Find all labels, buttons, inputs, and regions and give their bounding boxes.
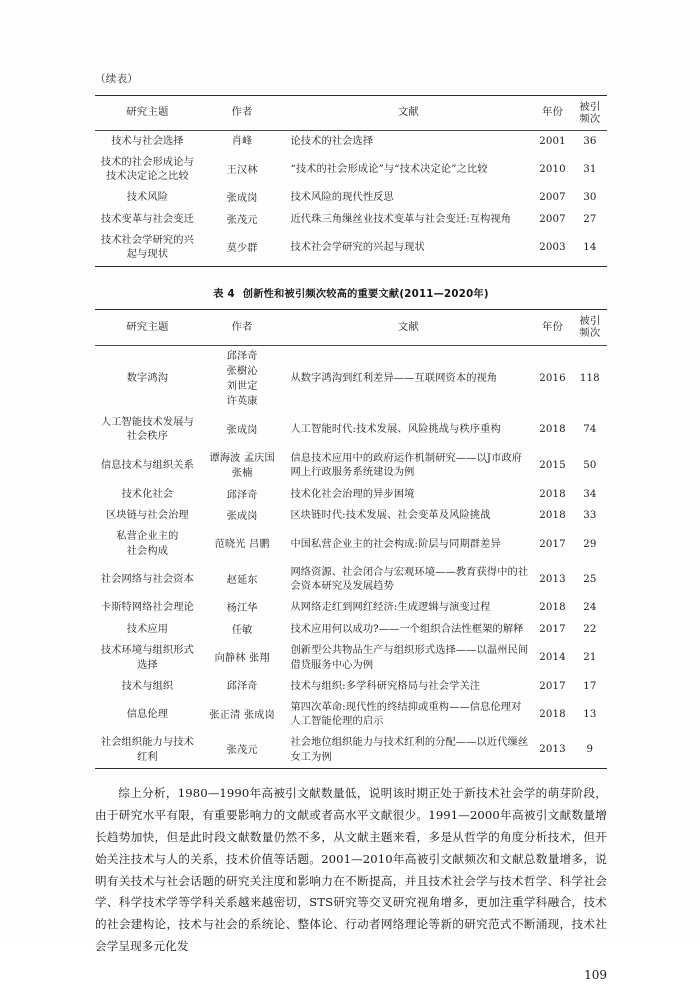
table-row [95, 412, 607, 447]
cell-topic: 技术变革与社会变迁 [100, 213, 194, 225]
author-name: 赵延东 [226, 574, 258, 586]
cell-author [200, 641, 285, 676]
table4-body [95, 310, 607, 769]
table-4 [95, 309, 607, 769]
cell-topic: 区块链与社会治理 [106, 510, 189, 522]
table4-caption [95, 285, 607, 300]
cell-author [200, 153, 285, 188]
table-row [95, 188, 607, 209]
table-row [95, 563, 607, 598]
cell-topic: 私营企业主的 社会构成 [116, 531, 179, 557]
cell-author [200, 527, 285, 562]
cell-topic: 技术与组织 [121, 680, 174, 692]
header-citations-line1: 被引 [579, 100, 601, 113]
author-name: 张樹沁 [226, 365, 258, 377]
cell-topic: 社会网络与社会资本 [100, 574, 194, 586]
cell-author [200, 563, 285, 598]
author-name: 任敏 [231, 624, 253, 636]
header-author: 作者 [200, 95, 285, 131]
cell-reference: 技术与组织:多学科研究格局与社会学关注 [290, 680, 481, 692]
cell-citations: 36 [583, 135, 597, 147]
cell-reference: 第四次革命:现代性的终结抑或重构——信息伦理对人工智能伦理的启示 [290, 701, 522, 728]
table-row [95, 131, 607, 153]
header-year: 年份 [532, 95, 572, 131]
author-name: 莫少群 [226, 242, 258, 254]
author-name: 张茂元 [226, 214, 258, 226]
cell-author [200, 209, 285, 230]
cell-topic: 技术环境与组织形式 选择 [100, 645, 194, 671]
cell-reference: 区块链时代:技术发展、社会变革及风险挑战 [290, 510, 491, 522]
cell-topic: 数字鸿沟 [126, 372, 169, 384]
table-row [95, 209, 607, 230]
author-name: 肖峰 [231, 136, 253, 148]
cell-reference: 技术风险的现代性反思 [290, 192, 394, 204]
author-name: 张成岗 [226, 424, 258, 436]
table-row [95, 676, 607, 697]
cell-reference: 论技术的社会选择 [290, 135, 374, 147]
author-name: 谭海波 孟庆国 [209, 452, 275, 464]
cell-reference: 社会地位组织能力与技术红利的分配——以近代缫丝女工为例 [290, 737, 529, 763]
cell-topic: 信息技术与组织关系 [100, 459, 194, 471]
header-citations-line2: 频次 [579, 112, 601, 125]
cell-citations: 17 [583, 680, 597, 692]
cell-reference: 近代珠三角缫丝业技术变革与社会变迁:互构视角 [290, 213, 512, 225]
header-citations [573, 95, 607, 131]
cell-year: 2013 [539, 744, 566, 756]
table-row [95, 231, 607, 266]
cell-year: 2017 [539, 538, 566, 550]
cell-reference: 从数字鸿沟到红利差异——互联网资本的视角 [290, 372, 498, 384]
author-name: 张正清 张成岗 [209, 709, 275, 721]
table-row [95, 527, 607, 562]
header-reference: 文献 [284, 310, 532, 346]
cell-author [200, 484, 285, 505]
continued-table-label: （续表） [95, 73, 139, 85]
author-name: 张成岗 [226, 510, 258, 522]
cell-year: 2018 [539, 602, 566, 614]
header-citations-line1: 被引 [579, 315, 601, 328]
cell-topic: 社会组织能力与技术 红利 [100, 737, 194, 763]
table-header-row [95, 95, 607, 131]
cell-citations: 22 [583, 623, 597, 635]
author-name: 邱泽奇 [226, 489, 258, 501]
cell-citations: 34 [583, 488, 597, 500]
author-name: 邱泽奇 [226, 681, 258, 693]
cell-year: 2013 [539, 574, 566, 586]
cell-reference: 技术社会学研究的兴起与现状 [290, 242, 425, 254]
cell-author [200, 698, 285, 733]
header-citations [573, 310, 607, 346]
cell-citations: 118 [579, 372, 600, 384]
cell-author [200, 188, 285, 209]
cell-topic: 技术应用 [126, 623, 169, 635]
cell-topic: 人工智能技术发展与 社会秩序 [100, 416, 194, 443]
header-reference: 文献 [284, 95, 532, 131]
cell-topic: 信息伦理 [126, 709, 169, 721]
cell-year: 2016 [539, 372, 566, 384]
table-row [95, 733, 607, 768]
cell-topic: 技术社会学研究的兴 起与现状 [100, 234, 194, 261]
folio-wrapper [95, 968, 607, 996]
cell-reference: 技术应用何以成功?——一个组织合法性框架的解释 [290, 623, 524, 635]
cell-topic: 技术化社会 [121, 488, 174, 500]
cell-reference: 中国私营企业主的社会构成:阶层与同期群差异 [290, 538, 501, 550]
cell-author [200, 345, 285, 412]
table4-header-row [95, 310, 607, 346]
table-row [95, 698, 607, 733]
cell-citations: 21 [583, 652, 597, 664]
cell-reference: 创新型公共物品生产与组织形式选择——以温州民间借贷服务中心为例 [290, 645, 529, 671]
author-name: 张茂元 [226, 745, 258, 757]
cell-citations: 13 [583, 709, 597, 721]
cell-reference: 信息技术应用中的政府运作机制研究——以J市政府网上行政服务系统建设为例 [290, 452, 523, 479]
cell-reference: “技术的社会形成论”与“技术决定论”之比较 [290, 163, 488, 175]
cell-topic: 技术的社会形成论与 技术决定论之比较 [100, 156, 194, 183]
table-row [95, 619, 607, 640]
cell-citations: 50 [583, 459, 597, 471]
table-row [95, 598, 607, 619]
cell-year: 2007 [539, 213, 566, 225]
header-author: 作者 [200, 310, 285, 346]
table-row [95, 641, 607, 676]
author-name: 许英康 [226, 396, 258, 408]
cell-year: 2014 [539, 652, 566, 664]
cell-citations: 25 [583, 574, 597, 586]
table-row [95, 345, 607, 412]
author-name: 邱泽奇 [226, 350, 258, 362]
cell-year: 2010 [539, 163, 566, 175]
table4-caption-number: 表 4 [213, 289, 235, 301]
cell-author [200, 448, 285, 485]
header-year: 年份 [532, 310, 572, 346]
cell-reference: 网络资源、社会闭合与宏观环境——教育获得中的社会资本研究及发展趋势 [290, 566, 529, 593]
cell-topic: 技术风险 [126, 192, 169, 204]
cell-citations: 14 [583, 242, 597, 254]
cell-reference: 技术化社会治理的异步困境 [290, 488, 415, 500]
cell-author [200, 676, 285, 697]
cell-reference: 从网络走红到网红经济:生成逻辑与演变过程 [290, 602, 491, 614]
continued-table-body [95, 95, 607, 267]
cell-citations: 27 [583, 213, 597, 225]
cell-author [200, 619, 285, 640]
cell-year: 2001 [539, 135, 566, 147]
page-number: 109 [584, 967, 607, 982]
cell-citations: 31 [583, 163, 597, 175]
cell-author [200, 131, 285, 153]
author-name: 张成岗 [226, 193, 258, 205]
table-row [95, 153, 607, 188]
cell-year: 2003 [539, 242, 566, 254]
cell-citations: 33 [583, 510, 597, 522]
cell-author [200, 412, 285, 447]
cell-citations: 29 [583, 538, 597, 550]
cell-topic: 技术与社会选择 [111, 135, 184, 147]
table-row [95, 448, 607, 485]
cell-topic: 卡斯特网络社会理论 [100, 602, 194, 614]
author-name: 范晓光 吕鹏 [214, 539, 270, 551]
author-name: 张楠 [231, 468, 253, 480]
table-bottom-rule [95, 266, 607, 267]
cell-author [200, 231, 285, 266]
cell-citations: 74 [583, 423, 597, 435]
cell-author [200, 733, 285, 768]
table4-caption-text: 创新性和被引频次较高的重要文献(2011—2020年) [242, 289, 489, 301]
cell-reference: 人工智能时代:技术发展、风险挑战与秩序重构 [290, 423, 501, 435]
cell-citations: 9 [586, 744, 594, 756]
cell-year: 2007 [539, 192, 566, 204]
author-name: 刘世定 [226, 381, 258, 393]
header-topic: 研究主题 [95, 95, 200, 131]
header-topic: 研究主题 [95, 310, 200, 346]
header-citations-line2: 频次 [579, 327, 601, 340]
page-content [95, 74, 607, 996]
cell-year: 2018 [539, 423, 566, 435]
cell-citations: 24 [583, 602, 597, 614]
cell-year: 2018 [539, 709, 566, 721]
table-bottom-rule [95, 768, 607, 769]
cell-author [200, 598, 285, 619]
table-row [95, 506, 607, 527]
continued-table [95, 95, 607, 268]
author-name: 王汉林 [226, 164, 258, 176]
cell-year: 2018 [539, 510, 566, 522]
cell-author [200, 506, 285, 527]
author-name: 向静林 张翔 [214, 653, 270, 664]
body-paragraph: 综上分析，1980—1990年高被引文献数量低，说明该时期正处于新技术社会学的萌芽阶段，由于研究水平有限，有重要影响力的文献或者高水平文献很少。1991—2000年高被引文献数量增长趋势加快，但是此时段文献数量仍然不多，从文献主题来看，多是从哲学的角度分析技术，但开始关注技术与人的关系，技术价值等话题。2001—2010年高被引文献频次和文献总数量增多，说明有关技术与社会话题的研究关注度和影响力在不断提高，并且技术社会学与技术哲学、科学社会学、科学技术学等学科关系越来越密切，STS研究等交叉研究视角增多，更加注重学科融合，技术的社会建构论，技术与社会的系统论、整体论、行动者网络理论等新的研究范式不断涌现，技术社会学呈现多元化发 [95, 786, 607, 953]
author-name: 杨江华 [226, 603, 258, 615]
cell-year: 2015 [539, 459, 566, 471]
cell-year: 2017 [539, 680, 566, 692]
cell-year: 2017 [539, 623, 566, 635]
cell-citations: 30 [583, 192, 597, 204]
table-row [95, 484, 607, 505]
cell-year: 2018 [539, 488, 566, 500]
